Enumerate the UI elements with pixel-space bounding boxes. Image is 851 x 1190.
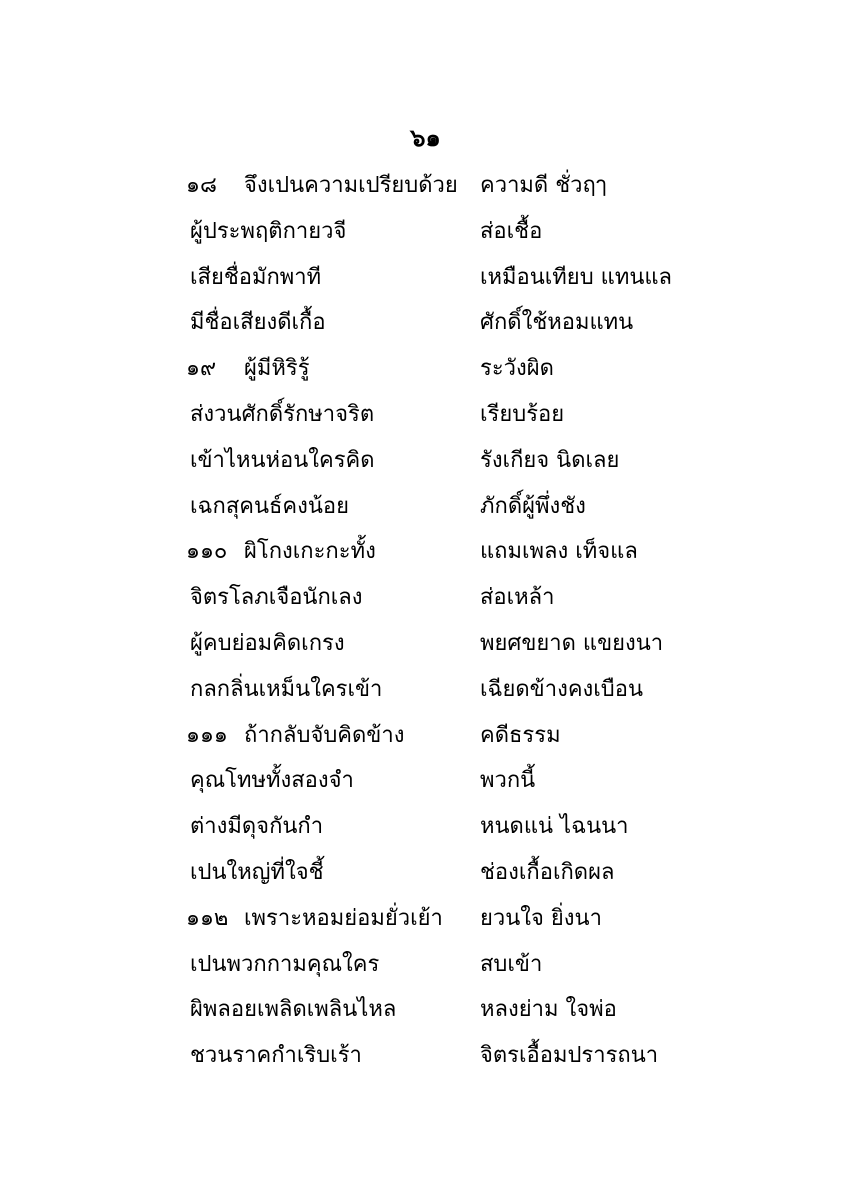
- verse-line: [0, 255, 851, 301]
- verse-left-hemistich: ส่งวนศักดิ์รักษาจริต: [190, 401, 375, 427]
- stanza-number: ๑๑๑: [186, 722, 228, 748]
- verse-right-hemistich: เฉียดข้างคงเบือน: [480, 676, 644, 702]
- verse-left-hemistich: คุณโทษทั้งสองจำ: [190, 768, 354, 794]
- verse-line: [0, 758, 851, 804]
- verse-right-hemistich: สบเข้า: [480, 951, 543, 977]
- verse-right-hemistich: หนดแน่ ไฉนนา: [480, 814, 629, 840]
- verse-line: [0, 667, 851, 713]
- verse-right-hemistich: ระวังผิด: [480, 356, 554, 382]
- verse-right-hemistich: แถมเพลง เท็จแล: [480, 539, 638, 565]
- verse-line: [0, 529, 851, 575]
- verse-right-hemistich: ช่องเกื้อเกิดผล: [480, 859, 615, 885]
- stanza-number: ๑๘: [186, 173, 217, 198]
- verse-line: [0, 575, 851, 621]
- verse-left-hemistich: ผู้ประพฤติกายวจี: [190, 218, 347, 244]
- verse-line: [0, 942, 851, 988]
- verse-right-hemistich: ภักดิ์ผู้พึ่งชัง: [480, 493, 586, 519]
- verse-left-hemistich: จิตรโลภเจือนักเลง: [190, 585, 363, 611]
- verse-right-hemistich: พยศขยาด แขยงนา: [480, 630, 664, 656]
- page-number: ๖๑: [410, 124, 441, 152]
- verse-left-hemistich: เข้าไหนห่อนใครคิด: [190, 447, 375, 473]
- poem-body: [0, 163, 851, 1079]
- verse-right-hemistich: ส่อเหล้า: [480, 585, 555, 611]
- verse-left-hemistich: มีชื่อเสียงดีเกื้อ: [190, 310, 326, 336]
- verse-line: [0, 1033, 851, 1079]
- verse-left-hemistich: ชวนราคกำเริบเร้า: [190, 1043, 362, 1069]
- verse-right-hemistich: ส่อเชื้อ: [480, 218, 543, 244]
- verse-left-hemistich: ผู้คบย่อมคิดเกรง: [190, 630, 345, 656]
- verse-left-hemistich: เปนพวกกามคุณใคร: [190, 951, 380, 977]
- verse-line: [0, 850, 851, 896]
- verse-line: [0, 804, 851, 850]
- verse-right-hemistich: พวกนี้: [480, 768, 536, 794]
- verse-line: [0, 392, 851, 438]
- verse-left-hemistich: เสียชื่อมักพาที: [190, 264, 322, 290]
- verse-right-hemistich: รังเกียจ นิดเลย: [480, 447, 620, 473]
- verse-line: [0, 300, 851, 346]
- verse-right-hemistich: จิตรเอื้อมปรารถนา: [480, 1043, 659, 1069]
- verse-left-hemistich: ผู้มีหิริรู้: [244, 356, 310, 382]
- verse-left-hemistich: ผิพลอยเพลิดเพลินไหล: [190, 997, 397, 1023]
- verse-left-hemistich: ผิโกงเกะกะทั้ง: [244, 539, 376, 565]
- verse-line: [0, 163, 851, 209]
- verse-right-hemistich: ยวนใจ ยิ่งนา: [480, 905, 602, 931]
- stanza-number: ๑๑๒: [186, 905, 229, 931]
- verse-right-hemistich: หลงย่าม ใจพ่อ: [480, 997, 617, 1023]
- verse-right-hemistich: ศักดิ์ใช้หอมแทน: [480, 310, 634, 336]
- verse-left-hemistich: จึงเปนความเปรียบด้วย: [244, 173, 458, 198]
- verse-line: [0, 346, 851, 392]
- verse-line: [0, 713, 851, 759]
- verse-line: [0, 896, 851, 942]
- stanza-number: ๑๙: [186, 356, 217, 382]
- verse-right-hemistich: คดีธรรม: [480, 722, 561, 748]
- verse-line: [0, 438, 851, 484]
- verse-left-hemistich: เฉกสุคนธ์คงน้อย: [190, 493, 350, 519]
- verse-right-hemistich: ความดี ชั่วฤๅ: [480, 173, 607, 198]
- verse-line: [0, 484, 851, 530]
- verse-left-hemistich: เพราะหอมย่อมยั่วเย้า: [244, 905, 443, 931]
- stanza-number: ๑๑๐: [186, 539, 228, 565]
- verse-right-hemistich: เหมือนเทียบ แทนแล: [480, 264, 673, 290]
- verse-left-hemistich: เปนใหญ่ที่ใจชี้: [190, 859, 324, 885]
- verse-line: [0, 987, 851, 1033]
- verse-left-hemistich: ต่างมีดุจกันกำ: [190, 814, 324, 840]
- verse-line: [0, 621, 851, 667]
- verse-line: [0, 209, 851, 255]
- verse-left-hemistich: กลกลิ่นเหม็นใครเข้า: [190, 676, 383, 702]
- verse-left-hemistich: ถ้ากลับจับคิดข้าง: [244, 722, 405, 748]
- verse-right-hemistich: เรียบร้อย: [480, 401, 565, 427]
